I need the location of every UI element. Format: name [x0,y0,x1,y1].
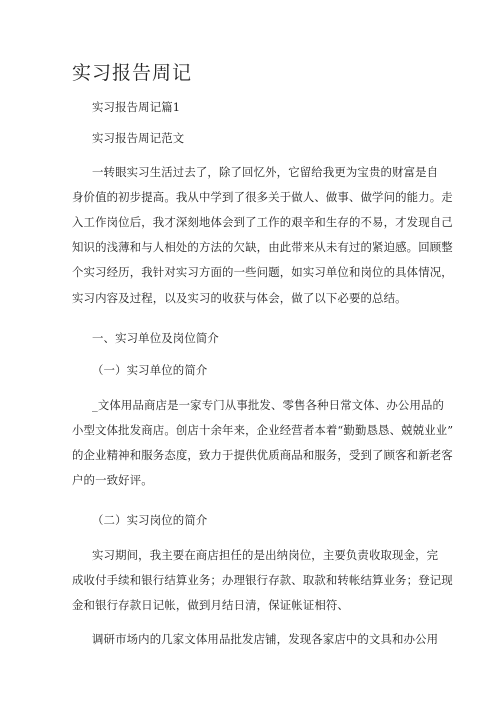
heading-subsection-2: （二）实习岗位的简介 [92,513,208,527]
paragraph-line: 实习内容及过程，以及实习的收获与体会，做了以下必要的总结。 [72,291,407,305]
heading-subsection-1: （一）实习单位的简介 [92,363,208,377]
paragraph-line: 户的一致好评。 [72,473,153,487]
subheading: 实习报告周记篇1 [92,100,181,114]
paragraph-line: 金和银行存款日记帐，做到月结日清，保证帐证相符、 [72,598,349,612]
paragraph-line: 身价值的初步提高。我从中学到了很多关于做人、做事、做学问的能力。走 [72,190,453,204]
section-title: 实习报告周记范文 [92,131,185,145]
paragraph-line: _文体用品商店是一家专门从事批发、零售各种日常文体、办公用品的 [92,398,445,412]
paragraph-line: 成收付手续和银行结算业务；办理银行存款、取款和转帐结算业务；登记现 [72,573,453,587]
paragraph-line: 小型文体批发商店。创店十余年来，企业经营者本着“勤勤恳恳、兢兢业业” [72,423,454,437]
paragraph-line: 调研市场内的几家文体用品批发店铺，发现各家店中的文具和办公用 [92,632,439,646]
paragraph-line: 知识的浅薄和与人相处的方法的欠缺，由此带来从未有过的紧迫感。回顾整 [72,240,453,254]
paragraph-line: 一转眼实习生活过去了，除了回忆外，它留给我更为宝贵的财富是自 [92,165,439,179]
document-title: 实习报告周记 [72,62,193,84]
paragraph-line: 入工作岗位后，我才深刻地体会到了工作的艰辛和生存的不易，才发现自己 [72,215,453,229]
paragraph-line: 的企业精神和服务态度，致力于提供优质商品和服务，受到了顾客和新老客 [72,448,453,462]
heading-section-1: 一、实习单位及岗位简介 [92,331,219,345]
paragraph-line: 个实习经历，我针对实习方面的一些问题，如实习单位和岗位的具体情况， [72,265,453,279]
paragraph-line: 实习期间，我主要在商店担任的是出纳岗位，主要负责收取现金，完 [92,548,439,562]
